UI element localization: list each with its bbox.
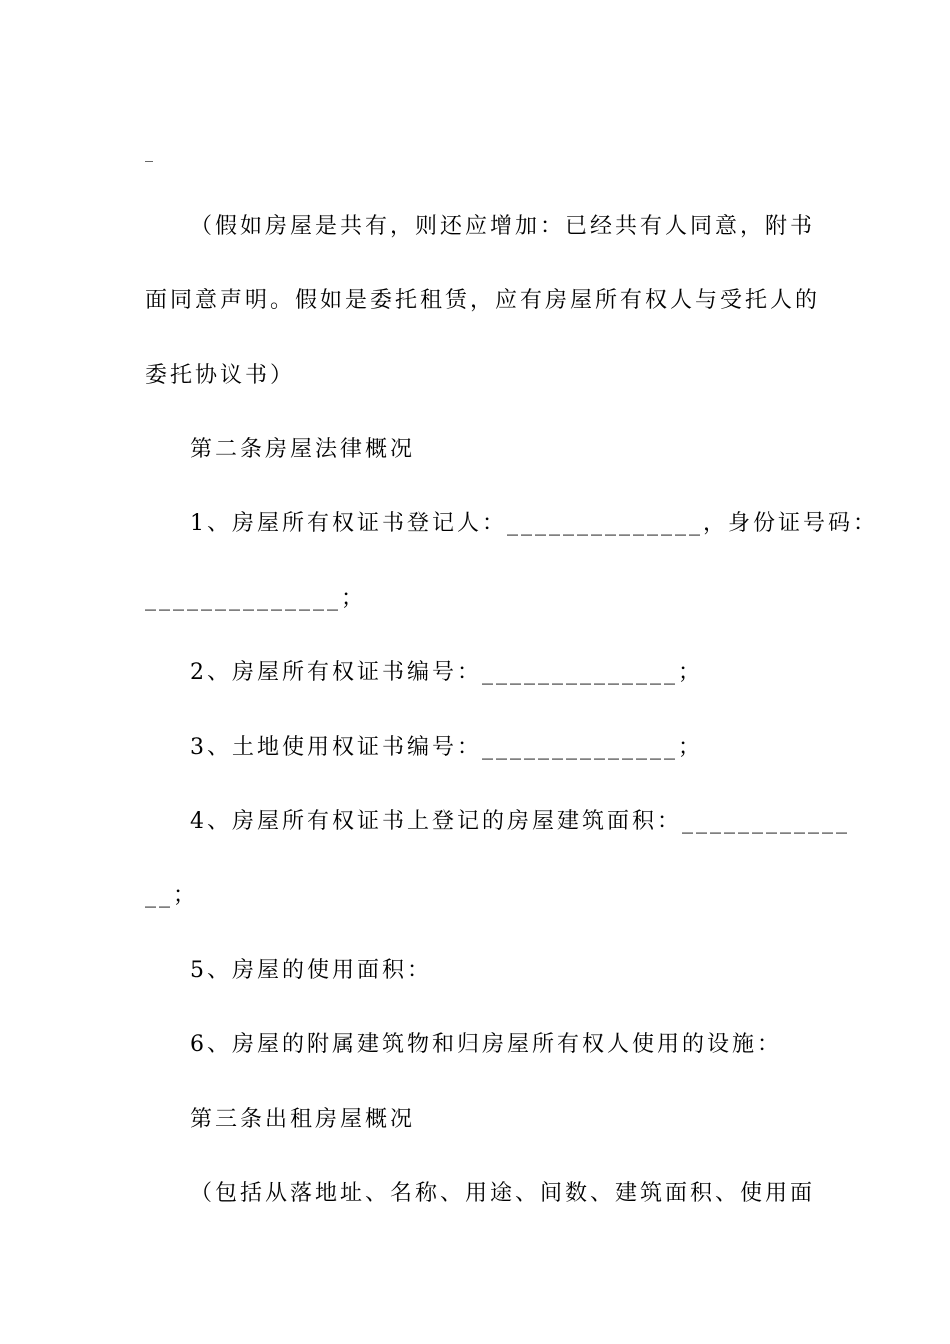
clause-item-3: 3、土地使用权证书编号：______________；: [190, 735, 703, 760]
paragraph-line: （假如房屋是共有，则还应增加：已经共有人同意，附书: [190, 214, 816, 239]
section-heading-article-2: 第二条房屋法律概况: [190, 437, 416, 462]
clause-item-1: 1、房屋所有权证书登记人：______________，身份证号码：: [190, 511, 878, 536]
clause-item-1-continued: ______________；: [145, 586, 367, 611]
paragraph-line: 委托协议书）: [145, 363, 296, 388]
blank-underscore: _: [145, 143, 153, 162]
clause-item-5: 5、房屋的使用面积：: [190, 958, 432, 983]
clause-item-2: 2、房屋所有权证书编号：______________；: [190, 660, 703, 685]
clause-item-4-continued: __；: [145, 883, 199, 908]
paragraph-line: 面同意声明。假如是委托租赁，应有房屋所有权人与受托人的: [145, 288, 821, 313]
section-heading-article-3: 第三条出租房屋概况: [190, 1107, 416, 1132]
clause-item-4: 4、房屋所有权证书上登记的房屋建筑面积：____________: [190, 809, 850, 834]
paragraph-line: （包括从落地址、名称、用途、间数、建筑面积、使用面: [190, 1181, 816, 1206]
clause-item-6: 6、房屋的附属建筑物和归房屋所有权人使用的设施：: [190, 1032, 782, 1057]
